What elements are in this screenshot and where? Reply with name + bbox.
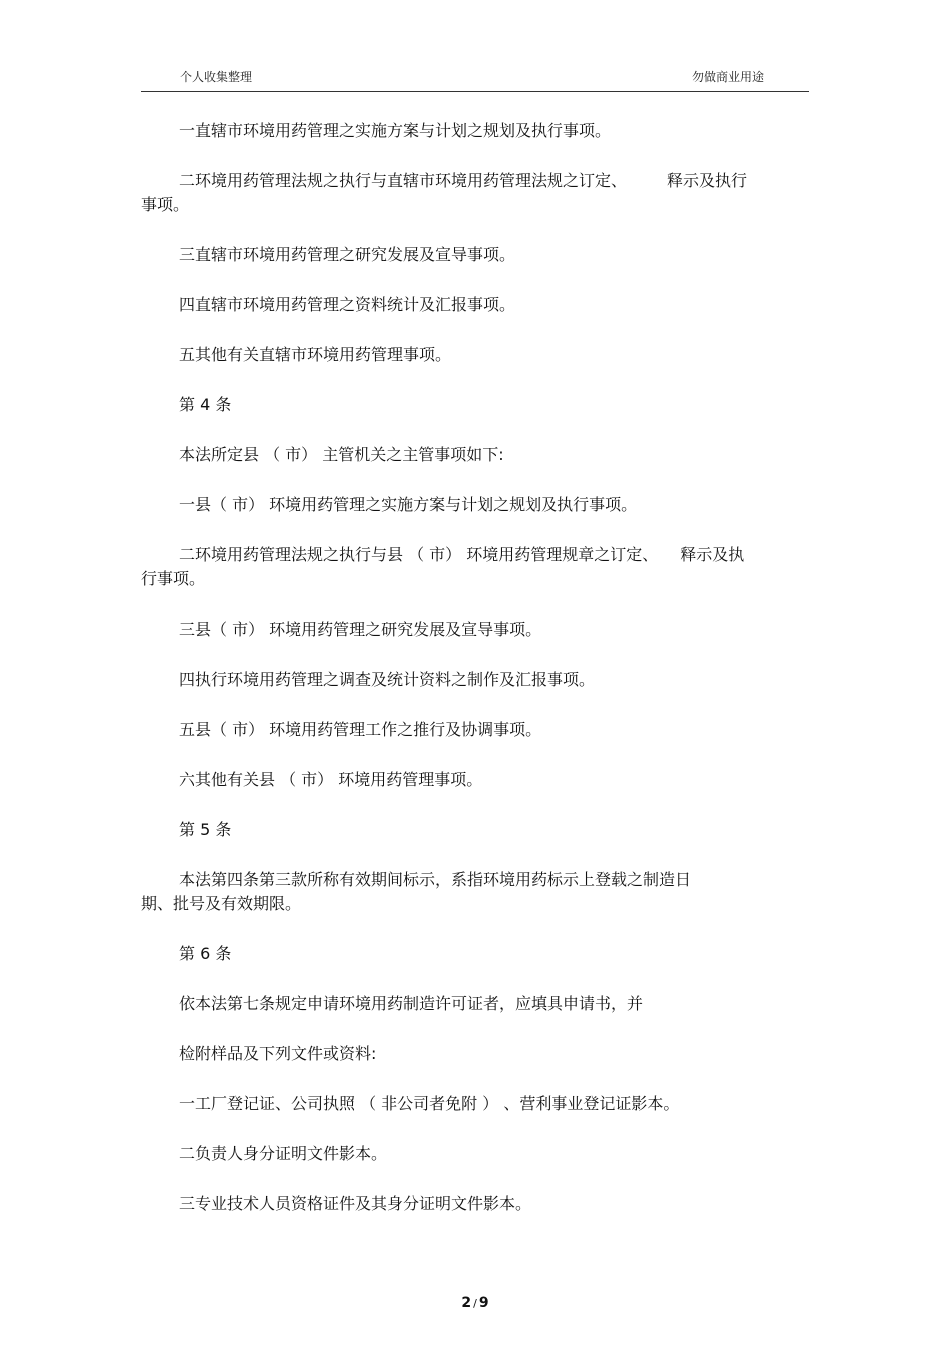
paragraph: 三直辖市环境用药管理之研究发展及宣导事项。: [179, 245, 516, 264]
paragraph: 四直辖市环境用药管理之资料统计及汇报事项。: [179, 295, 516, 314]
header-divider: [141, 91, 809, 92]
paragraph: [141, 543, 847, 566]
page-number: [0, 1295, 950, 1311]
paragraph-text: 二环境用药管理法规之执行与直辖市环境用药管理法规之订定、: [179, 171, 628, 190]
paragraph: 四执行环境用药管理之调查及统计资料之制作及汇报事项。: [179, 670, 596, 689]
paragraph: 三专业技术人员资格证件及其身分证明文件影本。: [179, 1194, 532, 1213]
header-left-text: 个人收集整理: [180, 70, 253, 84]
article-heading: 第 5 条: [179, 820, 232, 839]
paragraph-continuation: 期、批号及有效期限。: [141, 894, 302, 913]
paragraph-text: 二环境用药管理法规之执行与县 （ 市） 环境用药管理规章之订定、: [179, 545, 659, 564]
paragraph: 一工厂登记证、公司执照 （ 非公司者免附 ） 、营利事业登记证影本。: [179, 1094, 680, 1113]
paragraph: [141, 169, 847, 192]
paragraph: 本法第四条第三款所称有效期间标示，系指环境用药标示上登载之制造日: [179, 870, 692, 889]
paragraph: 一县（ 市） 环境用药管理之实施方案与计划之规划及执行事项。: [179, 495, 638, 514]
paragraph: 五县（ 市） 环境用药管理工作之推行及协调事项。: [179, 720, 542, 739]
paragraph: 三县（ 市） 环境用药管理之研究发展及宣导事项。: [179, 620, 542, 639]
paragraph: 本法所定县 （ 市） 主管机关之主管事项如下:: [179, 445, 504, 464]
article-heading: 第 4 条: [179, 395, 232, 414]
header-right-text: 勿做商业用途: [691, 70, 764, 84]
paragraph: 依本法第七条规定申请环境用药制造许可证者，应填具申请书，并: [179, 994, 644, 1013]
article-heading: 第 6 条: [179, 944, 232, 963]
paragraph-continuation: 事项。: [141, 195, 190, 214]
page-separator: /: [473, 1297, 477, 1310]
current-page: 2: [461, 1295, 472, 1311]
paragraph: 五其他有关直辖市环境用药管理事项。: [179, 345, 452, 364]
paragraph-continuation: 行事项。: [141, 569, 206, 588]
paragraph-text: 释示及执: [680, 545, 745, 564]
paragraph: 二负责人身分证明文件影本。: [179, 1144, 388, 1163]
total-pages: 9: [478, 1295, 489, 1311]
paragraph-text: 释示及执行: [667, 171, 748, 190]
paragraph: 检附样品及下列文件或资料:: [179, 1044, 377, 1063]
paragraph: 一直辖市环境用药管理之实施方案与计划之规划及执行事项。: [179, 121, 612, 140]
paragraph: 六其他有关县 （ 市） 环境用药管理事项。: [179, 770, 483, 789]
